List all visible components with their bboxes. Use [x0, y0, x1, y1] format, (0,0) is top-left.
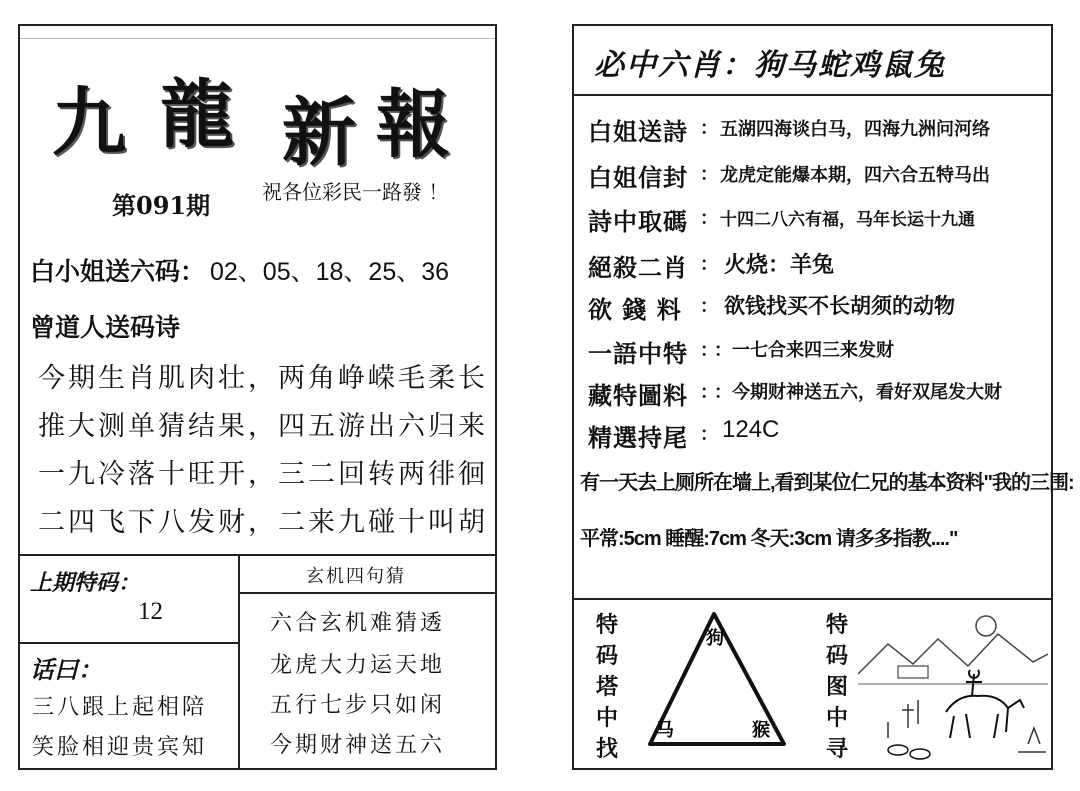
vertical-text-picture: 特码图中寻 [825, 612, 848, 762]
row-value: 火烧：羊兔 [724, 253, 835, 278]
rider-icon [966, 670, 982, 696]
poem-line: 二四飞下八发财，二来九碰十叫胡 [38, 507, 488, 538]
row-value: 欲钱找买不长胡须的动物 [724, 294, 955, 318]
header-six-zodiac: 必中六肖：狗马蛇鸡鼠兔 [594, 48, 946, 83]
row-label: 詩中取碼 [588, 207, 688, 236]
triangle-label-right: 猴 [752, 720, 770, 741]
row-colon: ： [700, 382, 718, 403]
row-label: 白姐信封 [588, 163, 688, 192]
left-newspaper-panel [18, 24, 497, 770]
six-codes-value: 02、05、18、25、36 [210, 258, 450, 286]
row-label: 一語中特 [588, 339, 688, 368]
row-label: 欲 錢 料 [588, 295, 682, 324]
masthead-char-2: 龍 [160, 72, 234, 158]
goose-icon [888, 745, 908, 755]
row-label: 精選持尾 [588, 423, 688, 452]
xuanji-title: 玄机四句猜 [306, 566, 406, 587]
xuanji-line: 龙虎大力运天地 [270, 653, 446, 678]
triangle-figure [644, 606, 794, 756]
xuanji-line: 五行七步只如闲 [270, 693, 446, 718]
triangle-label-top: 狗 [706, 628, 724, 649]
sun-icon [976, 616, 996, 636]
xuanji-line: 六合玄机难猜透 [270, 611, 446, 636]
goose-icon [910, 749, 930, 759]
bottom-section-divider [574, 598, 1051, 600]
row-colon: ： [700, 208, 718, 229]
masthead-char-4: 報 [376, 82, 450, 168]
vertical-text-tower: 特码塔中找 [595, 612, 618, 762]
row-colon: ： [700, 296, 718, 317]
section-divider [20, 554, 495, 556]
row-label: 絕殺二肖 [588, 253, 688, 282]
row-colon: ： [700, 340, 718, 361]
mountains-icon [858, 634, 1048, 674]
poem-line: 今期生肖肌肉壮，两角峥嵘毛柔长 [38, 363, 488, 394]
horse-icon [946, 696, 1024, 738]
greeting-text: 祝各位彩民一路發 ！ [262, 180, 449, 204]
xuanji-line: 今期财神送五六 [270, 733, 446, 758]
riddle-label: 话曰： [30, 655, 102, 684]
horse-rider-illustration [858, 604, 1048, 764]
row-value: 五湖四海谈白马，四海九洲问河络 [720, 119, 990, 140]
poem-line: 推大测单猜结果，四五游出六归来 [38, 411, 488, 442]
triangle-label-left: 马 [656, 720, 674, 741]
six-codes-label: 白小姐送六码： [30, 257, 206, 286]
left-box-divider [20, 642, 238, 644]
last-code-label: 上期特码： [30, 570, 141, 596]
riddle-line: 三八跟上起相陪 [32, 695, 208, 720]
row-value: 龙虎定能爆本期，四六合五特马出 [720, 165, 990, 186]
flower-icon [888, 700, 918, 738]
top-rule [20, 38, 495, 39]
house-icon [898, 666, 928, 678]
last-code-value: 12 [138, 598, 163, 625]
joke-line: 平常:5cm 睡醒:7cm 冬天:3cm 请多多指教...." [580, 528, 958, 550]
row-colon: ： [700, 164, 718, 185]
joke-line: 有一天去上厕所在墙上,看到某位仁兄的基本资料"我的三围: [580, 472, 1074, 494]
column-divider [238, 554, 240, 770]
masthead-char-3: 新 [282, 90, 356, 176]
header-divider [574, 94, 1051, 96]
poem-line: 一九冷落十旺开，三二回转两徘徊 [38, 459, 488, 490]
row-value: ：一七合来四三来发财 [714, 340, 894, 361]
row-label: 白姐送詩 [588, 117, 688, 146]
row-label: 藏特圖料 [588, 381, 688, 410]
row-colon: ： [700, 254, 718, 275]
row-colon: ： [700, 118, 718, 139]
row-value: ：今期财神送五六，看好双尾发大财 [714, 382, 1002, 403]
poem-title: 曾道人送码诗 [30, 313, 181, 342]
row-colon: ： [700, 424, 718, 445]
masthead-char-1: 九 [52, 80, 126, 166]
row-value: 十四二八六有福，马年长运十九通 [720, 210, 975, 230]
issue-number: 第091期 [112, 191, 211, 220]
right-newspaper-panel [572, 24, 1074, 770]
plant-icon [1018, 728, 1046, 752]
riddle-line: 笑脸相迎贵宾知 [32, 735, 208, 760]
xuanji-title-divider [238, 592, 495, 594]
row-value: 124C [722, 416, 780, 443]
